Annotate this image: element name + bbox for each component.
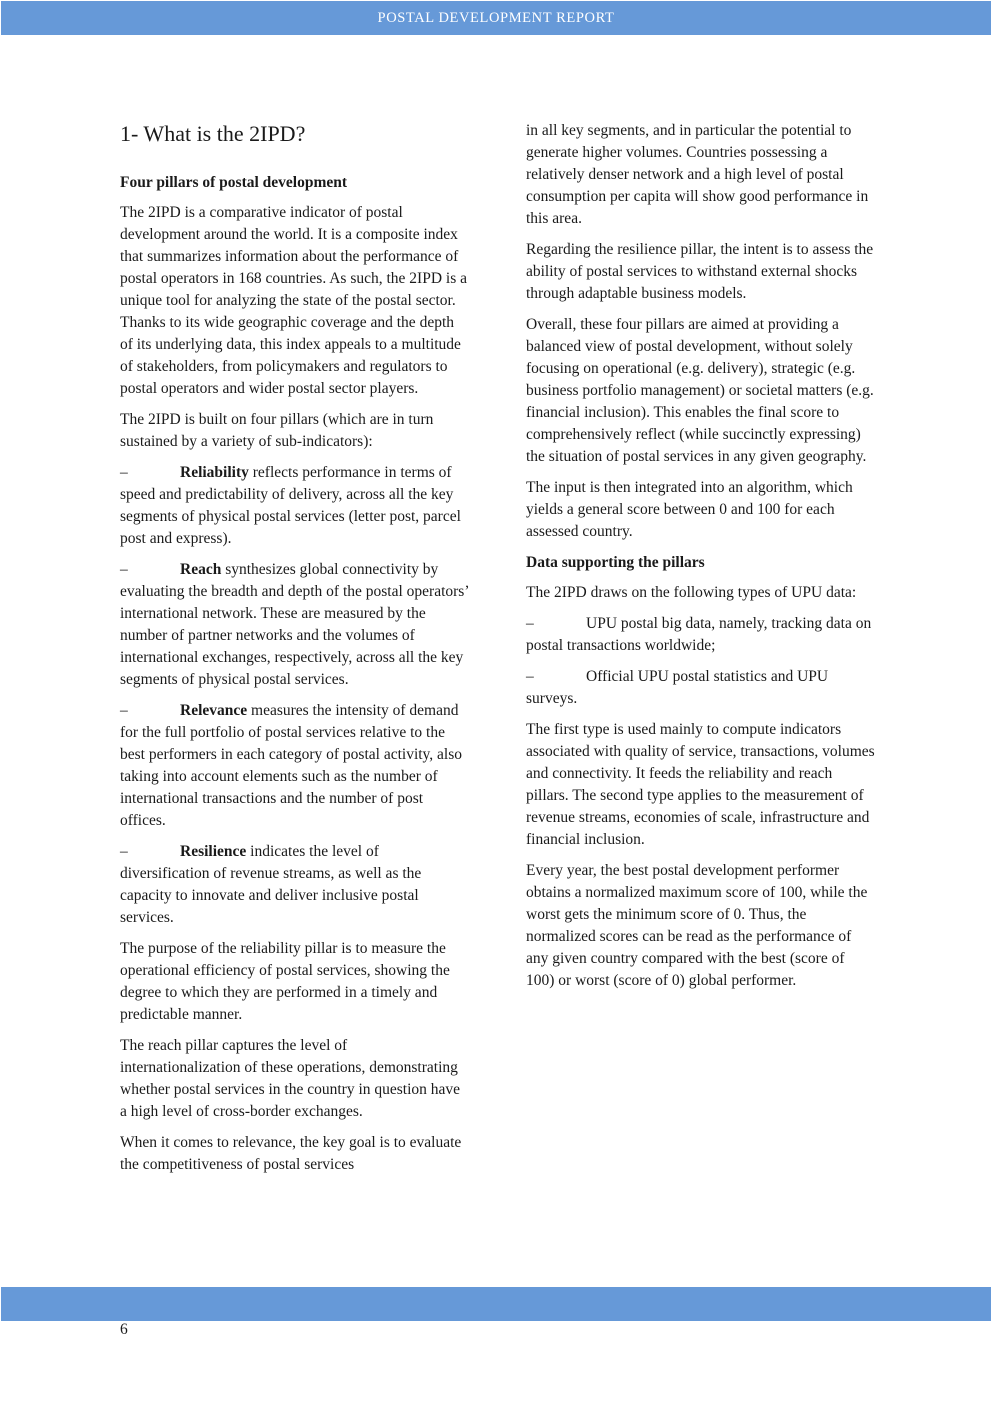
footer-band (1, 1287, 991, 1321)
paragraph: The first type is used mainly to compute indicators associated with quality of service, transactions, volumes and connectivity. It feeds the reliability and reach pillars. The second type applies to the measurement of revenue streams, economies of scale, infrastructure and financial inclusion. (526, 721, 875, 848)
bullet-resilience (120, 841, 470, 929)
subheading-four-pillars: Four pillars of postal development (120, 174, 348, 191)
bullet-text: synthesizes global connectivity by evaluating the breadth and depth of the postal operators’ international network. These are measured by the number of partner networks and the volumes of international exchanges, respectively, across all the key segments of physical postal services. (120, 561, 469, 688)
bullet-text: Official UPU postal statistics and UPU surveys. (526, 668, 829, 707)
bullet-term: Reliability (180, 464, 249, 481)
paragraph: The 2IPD is built on four pillars (which are in turn sustained by a variety of sub-indicators): (120, 411, 434, 450)
page-number: 6 (120, 1321, 128, 1338)
bullet-upu-statistics (526, 666, 876, 710)
bullet-dash: – (120, 464, 128, 481)
paragraph: Overall, these four pillars are aimed at providing a balanced view of postal development, without solely focusing on operational (e.g. delivery), strategic (e.g. business portfolio management) or societal matters (e.g. financial inclusion). This enables the final score to comprehensively reflect (while succinctly expressing) the situation of postal services in any given geography. (526, 316, 874, 465)
bullet-text: reflects performance in terms of speed and predictability of delivery, across all the key segments of physical postal services (letter post, parcel post and express). (120, 464, 461, 547)
bullet-text: indicates the level of diversification of revenue streams, as well as the capacity to innovate and deliver inclusive postal services. (120, 843, 422, 926)
subheading-data-supporting: Data supporting the pillars (526, 554, 705, 571)
bullet-term: Reach (180, 561, 222, 578)
paragraph: The input is then integrated into an algorithm, which yields a general score between 0 and 100 for each assessed country. (526, 479, 853, 540)
paragraph: Every year, the best postal development performer obtains a normalized maximum score of 100, while the worst gets the minimum score of 0. Thus, the normalized scores can be read as the performance of any given country compared with the best (score of 100) or worst (score of 0) global performer. (526, 862, 868, 989)
paragraph: The 2IPD draws on the following types of UPU data: (526, 584, 857, 601)
bullet-term: Resilience (180, 843, 247, 860)
section-heading: 1- What is the 2IPD? (120, 121, 306, 146)
bullet-reach (120, 559, 470, 691)
bullet-text: UPU postal big data, namely, tracking data on postal transactions worldwide; (526, 615, 872, 654)
bullet-upu-big-data (526, 613, 876, 657)
paragraph: Regarding the resilience pillar, the intent is to assess the ability of postal services to withstand external shocks through adaptable business models. (526, 241, 874, 302)
paragraph: The reach pillar captures the level of internationalization of these operations, demonstrating whether postal services in the country in question have a high level of cross-border exchanges. (120, 1037, 461, 1120)
paragraph: When it comes to relevance, the key goal is to evaluate the competitiveness of postal services (120, 1134, 462, 1173)
bullet-dash: – (526, 615, 534, 632)
bullet-dash: – (120, 702, 128, 719)
bullet-relevance (120, 700, 470, 832)
bullet-dash: – (120, 561, 128, 578)
bullet-text: measures the intensity of demand for the full portfolio of postal services relative to the best performers in each category of postal activity, also taking into account elements such as the number of international transactions and the number of post offices. (120, 702, 463, 829)
paragraph: The purpose of the reliability pillar is to measure the operational efficiency of postal services, showing the degree to which they are performed in a timely and predictable manner. (120, 940, 450, 1023)
paragraph: in all key segments, and in particular the potential to generate higher volumes. Countries possessing a relatively denser network and a high level of postal consumption per capita will show good performance in this area. (526, 122, 869, 227)
bullet-reliability (120, 462, 470, 550)
left-column (120, 118, 470, 1185)
bullet-dash: – (526, 668, 534, 685)
paragraph: The 2IPD is a comparative indicator of postal development around the world. It is a composite index that summarizes information about the performance of postal operators in 168 countries. As such, the 2IPD is a unique tool for analyzing the state of the postal sector. Thanks to its wide geographic coverage and the depth of its underlying data, this index appeals to a multitude of stakeholders, from policymakers and regulators to postal operators and wider postal sector players. (120, 204, 467, 397)
right-column (526, 120, 876, 1001)
header-title: POSTAL DEVELOPMENT REPORT (377, 10, 615, 26)
bullet-dash: – (120, 843, 128, 860)
header-band (1, 1, 991, 35)
bullet-term: Relevance (180, 702, 248, 719)
